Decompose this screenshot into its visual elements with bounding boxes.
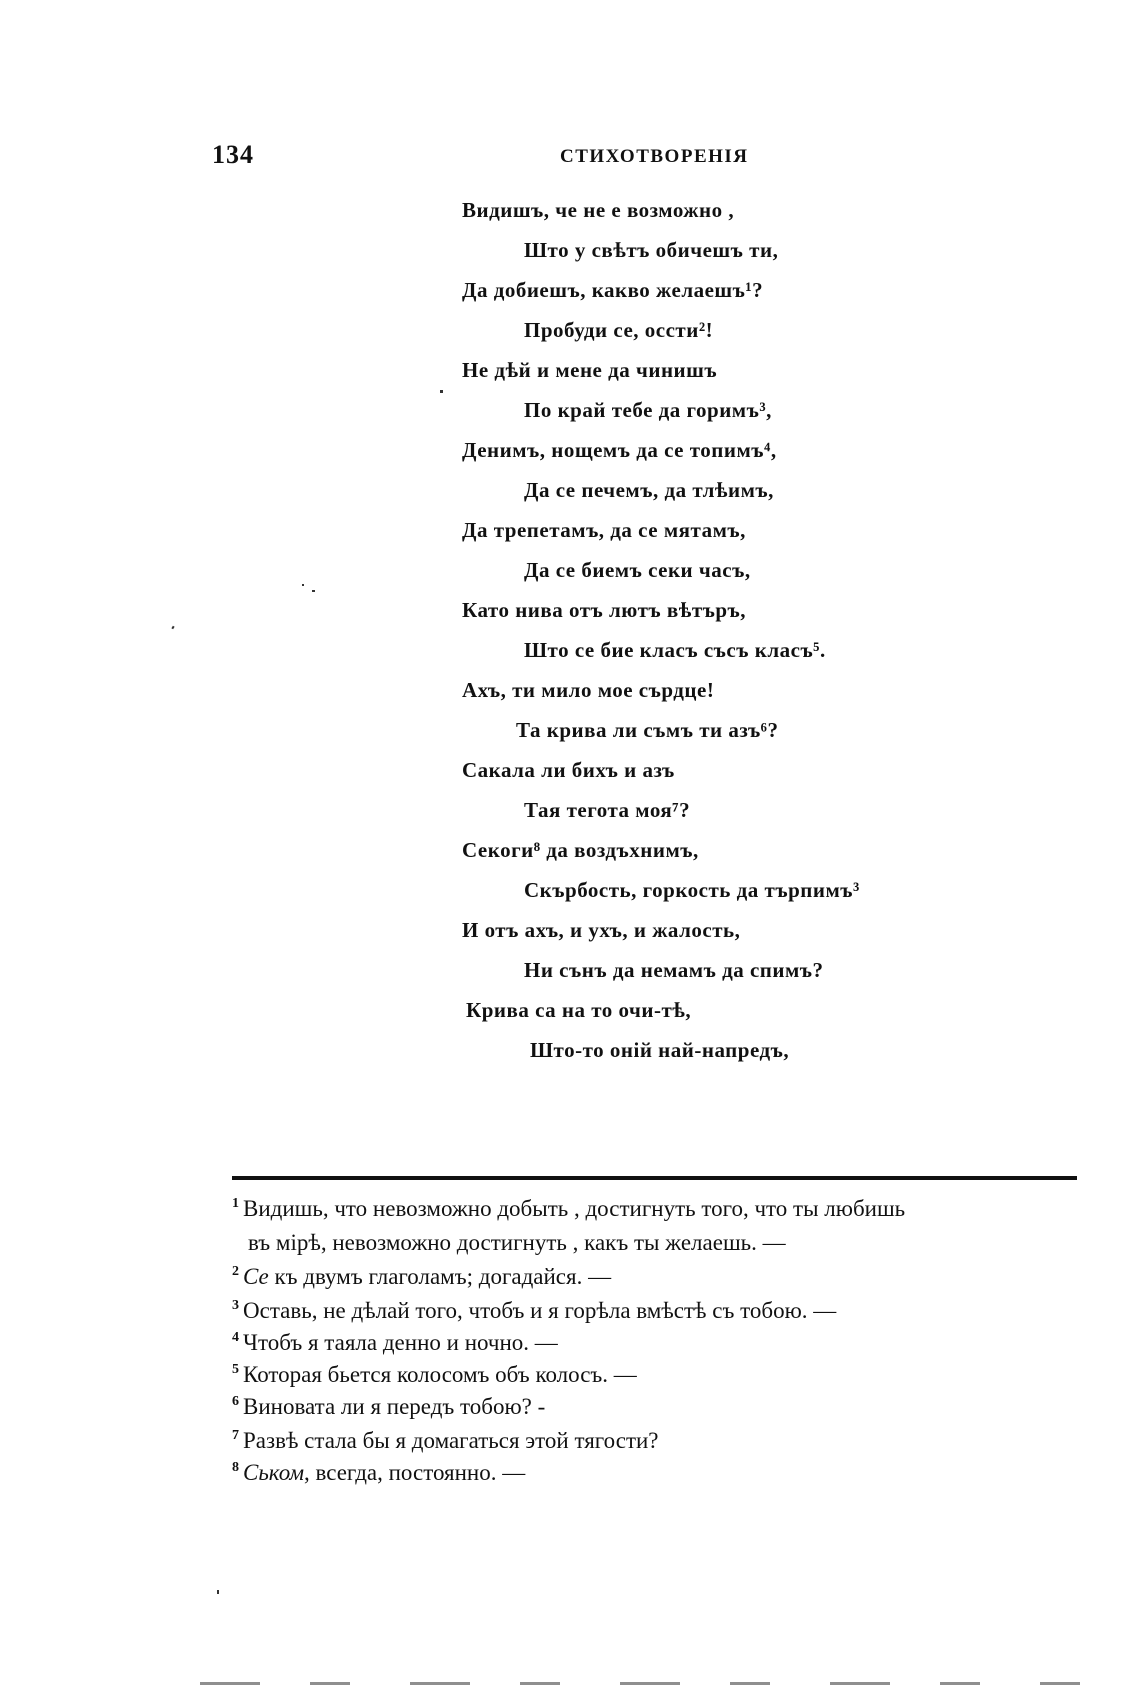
footnote-text: Оставь, не дѣлай того, чтобъ и я горѣла вмѣстѣ съ тобою. — xyxy=(243,1298,837,1323)
footnote-divider xyxy=(232,1176,1077,1180)
verse-line-22: Што-то оній най-напредъ, xyxy=(530,1038,790,1062)
verse-line-17: Секоги⁸ да воздъхнимъ, xyxy=(462,838,699,862)
footnote-4 xyxy=(232,1330,558,1356)
footnote-marker: 1 xyxy=(232,1196,239,1212)
footnote-1 xyxy=(232,1196,905,1222)
footnote-6 xyxy=(232,1394,545,1420)
verse-line-11: Като нива отъ лютъ вѣтъръ, xyxy=(462,598,747,622)
page-number: 134 xyxy=(212,140,254,169)
verse-line-13: Ахъ, ти мило мое сърдце! xyxy=(462,678,715,702)
footnote-marker: 6 xyxy=(232,1394,239,1410)
footnote-italic-term: Се xyxy=(243,1264,269,1289)
footnote-text: Виновата ли я передъ тобою? - xyxy=(243,1394,546,1419)
verse-line-2: Што у свѣтъ обичешъ ти, xyxy=(524,238,779,262)
verse-line-6: По край тебе да горимъ³, xyxy=(524,398,772,422)
scan-speck xyxy=(312,590,315,592)
verse-line-20: Ни сънъ да немамъ да спимъ? xyxy=(524,958,824,982)
footnote-text: Видишь, что невозможно добыть , достигнуть того, что ты любишь xyxy=(243,1196,906,1221)
footnote-5 xyxy=(232,1362,637,1388)
verse-line-5: Не дѣй и мене да чинишъ xyxy=(462,358,718,382)
footnote-marker: 4 xyxy=(232,1330,239,1346)
verse-line-15: Сакала ли бихъ и азъ xyxy=(462,758,675,782)
footnote-italic-term: Ськом xyxy=(243,1460,304,1485)
scan-edge-noise xyxy=(200,1682,1080,1685)
verse-line-21: Крива са на то очи-тѣ, xyxy=(466,998,692,1022)
footnote-marker: 5 xyxy=(232,1362,239,1378)
running-title: СТИХОТВОРЕНІЯ xyxy=(560,146,749,167)
footnote-text: Чтобъ я таяла денно и ночно. — xyxy=(243,1330,558,1355)
verse-line-9: Да трепетамъ, да се мятамъ, xyxy=(462,518,746,542)
footnote-3 xyxy=(232,1298,836,1324)
scan-speck xyxy=(171,626,174,630)
scan-speck xyxy=(302,584,304,586)
footnote-text: Которая бьется колосомъ объ колосъ. — xyxy=(243,1362,637,1387)
verse-line-19: И отъ ахъ, и ухъ, и жалость, xyxy=(462,918,741,942)
verse-line-3: Да добиешъ, какво желаешъ¹? xyxy=(462,278,764,302)
verse-line-10: Да се биемъ секи часъ, xyxy=(524,558,751,582)
footnote-text: въ мірѣ, невозможно достигнуть , какъ ты желаешь. — xyxy=(248,1230,786,1255)
footnote-marker: 8 xyxy=(232,1460,239,1476)
footnote-marker: 3 xyxy=(232,1298,239,1314)
scan-speck xyxy=(440,390,443,393)
footnote-1-continued xyxy=(248,1230,786,1256)
footnote-text: , всегда, постоянно. — xyxy=(304,1460,526,1485)
footnote-text: къ двумъ глаголамъ; догадайся. — xyxy=(268,1264,612,1289)
verse-line-7: Денимъ, нощемъ да се топимъ⁴, xyxy=(462,438,777,462)
verse-line-12: Што се бие класъ съсъ класъ⁵. xyxy=(524,638,826,662)
verse-line-16: Тая тегота моя⁷? xyxy=(524,798,691,822)
footnote-7 xyxy=(232,1428,659,1454)
scan-speck xyxy=(217,1590,219,1594)
verse-line-18: Скърбость, горкость да търпимъ³ xyxy=(524,878,860,902)
footnote-8 xyxy=(232,1460,525,1486)
footnote-text: Развѣ стала бы я домагаться этой тягости? xyxy=(243,1428,659,1453)
verse-line-14: Та крива ли съмъ ти азъ⁶? xyxy=(516,718,779,742)
footnote-2 xyxy=(232,1264,611,1290)
verse-line-1: Видишъ, че не е возможно , xyxy=(462,198,735,222)
footnote-marker: 2 xyxy=(232,1264,239,1280)
verse-line-8: Да се печемъ, да тлѣимъ, xyxy=(524,478,774,502)
footnote-marker: 7 xyxy=(232,1428,239,1444)
verse-line-4: Пробуди се, оссти²! xyxy=(524,318,714,342)
